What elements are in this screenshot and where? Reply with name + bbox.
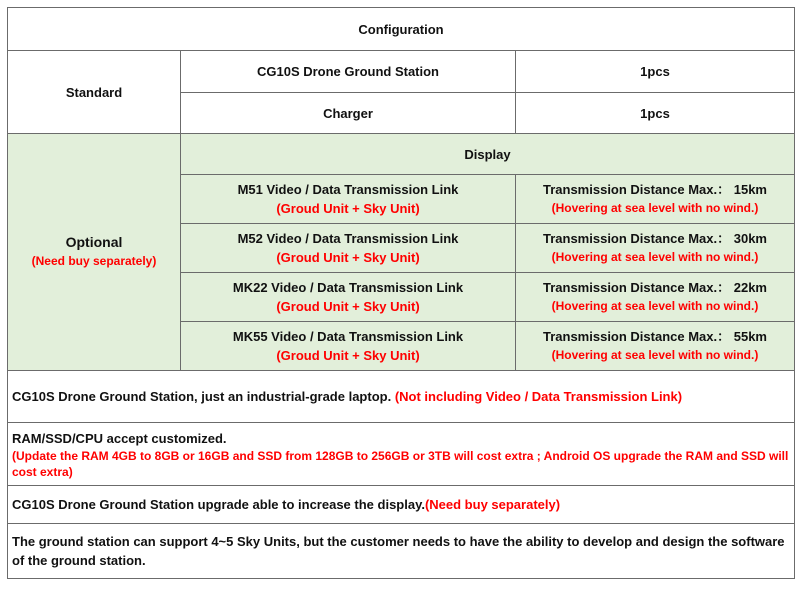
- standard-item-qty: 1pcs: [516, 51, 795, 93]
- table-row: [8, 524, 795, 579]
- note-text: CG10S Drone Ground Station upgrade able to increase the display.: [12, 497, 425, 512]
- link-condition: (Hovering at sea level with no wind.): [551, 348, 759, 362]
- link-condition: (Hovering at sea level with no wind.): [551, 250, 759, 264]
- note-sky: The ground station can support 4~5 Sky Units, but the customer needs to have the ability to develop and design the software of the ground station.: [8, 524, 795, 579]
- link-sub: (Groud Unit + Sky Unit): [276, 299, 420, 314]
- link-condition: (Hovering at sea level with no wind.): [551, 299, 759, 313]
- standard-item-name: Charger: [181, 93, 516, 134]
- note-red: (Need buy separately): [424, 497, 561, 512]
- link-name: M51 Video / Data Transmission Link: [237, 182, 459, 197]
- display-label: Display: [181, 134, 795, 175]
- link-distance: Transmission Distance Max.： 15km: [543, 182, 767, 197]
- link-name: MK22 Video / Data Transmission Link: [232, 280, 464, 295]
- optional-label: Optional: [65, 234, 123, 250]
- table-row: [8, 51, 795, 93]
- standard-item-qty: 1pcs: [516, 93, 795, 134]
- link-sub: (Groud Unit + Sky Unit): [276, 348, 420, 363]
- standard-label: Standard: [8, 51, 181, 134]
- link-sub: (Groud Unit + Sky Unit): [276, 201, 420, 216]
- table-row: [8, 423, 795, 486]
- link-distance: Transmission Distance Max.： 22km: [543, 280, 767, 295]
- note-custom: [8, 423, 795, 486]
- table-row: [8, 371, 795, 423]
- note-red: (Not including Video / Data Transmission Link): [394, 389, 683, 404]
- note-text: RAM/SSD/CPU accept customized.: [12, 430, 227, 446]
- configuration-table: [7, 7, 795, 579]
- note-red: (Update the RAM 4GB to 8GB or 16GB and SSD from 128GB to 256GB or 3TB will cost extra ; Android OS upgrade the RAM and SSD will cost extra): [12, 448, 789, 479]
- table-row: [8, 486, 795, 524]
- link-name: M52 Video / Data Transmission Link: [237, 231, 459, 246]
- standard-item-name: CG10S Drone Ground Station: [181, 51, 516, 93]
- note-laptop: [8, 371, 795, 423]
- link-distance: Transmission Distance Max.： 30km: [543, 231, 767, 246]
- link-condition: (Hovering at sea level with no wind.): [551, 201, 759, 215]
- optional-label-cell: [8, 134, 181, 371]
- link-name: MK55 Video / Data Transmission Link: [232, 329, 464, 344]
- table-row: [8, 134, 795, 175]
- link-distance: Transmission Distance Max.： 55km: [543, 329, 767, 344]
- page-title: Configuration: [8, 8, 795, 51]
- configuration-sheet: [7, 7, 794, 597]
- optional-note: (Need buy separately): [31, 254, 157, 268]
- link-sub: (Groud Unit + Sky Unit): [276, 250, 420, 265]
- note-text: CG10S Drone Ground Station, just an industrial-grade laptop.: [12, 389, 395, 404]
- note-display: [8, 486, 795, 524]
